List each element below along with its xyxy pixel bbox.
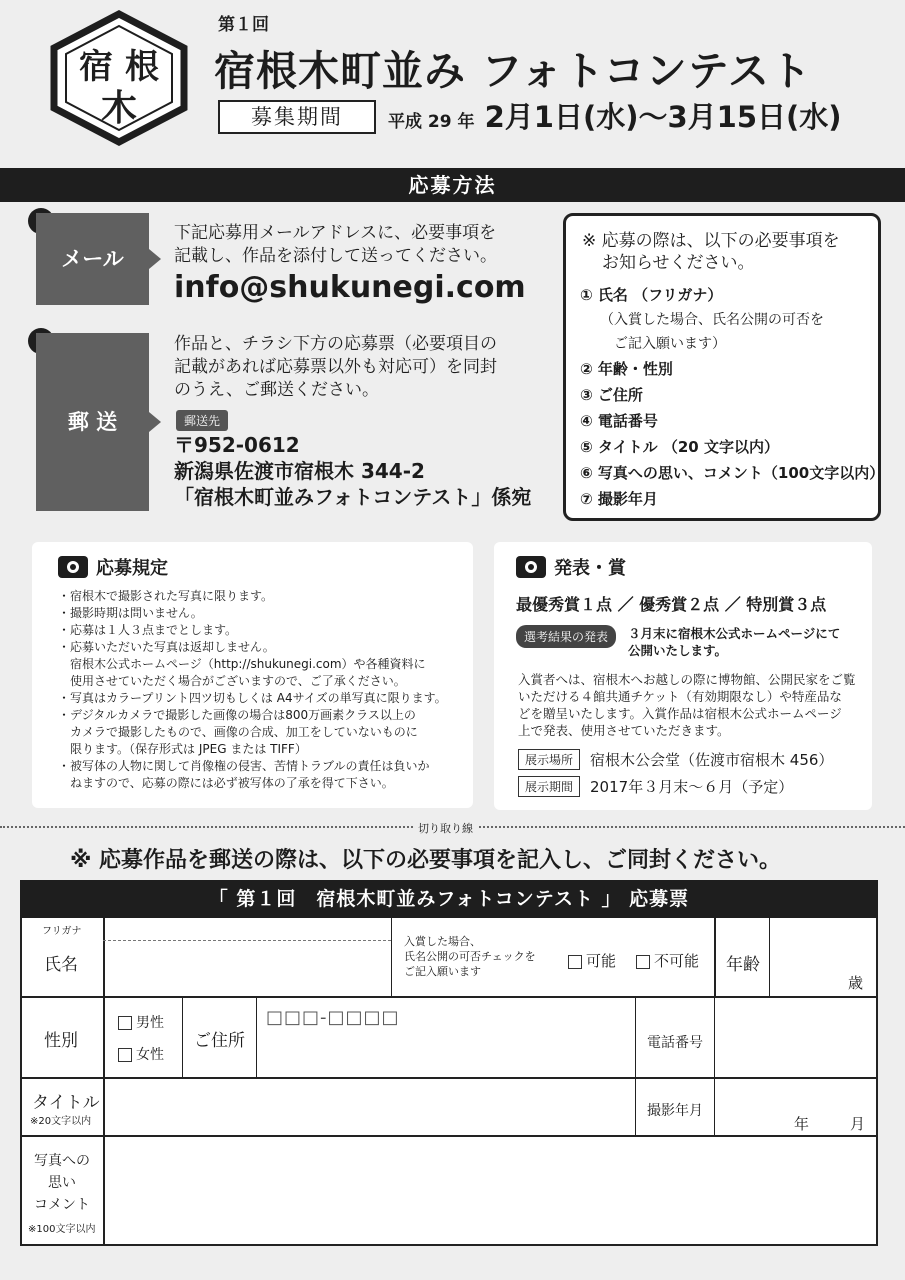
awards-body (518, 671, 858, 739)
awards-title-text: 発表・賞 (554, 558, 626, 579)
form-col-line (182, 996, 183, 1077)
svg-text:宿: 宿 (79, 47, 113, 87)
publish-ng-checkbox[interactable] (636, 955, 650, 969)
form-col-line (714, 996, 715, 1135)
publish-line: 入賞した場合、 (404, 935, 481, 948)
required-heading-line: お知らせください。 (602, 253, 755, 273)
rules-title (58, 554, 461, 580)
announce-text (628, 625, 840, 659)
venue-tag: 展示場所 (518, 749, 580, 770)
required-heading-line: ※ 応募の際は、以下の必要事項を (582, 231, 840, 251)
female-option[interactable] (118, 1044, 164, 1064)
comment-label-line: 写真への (34, 1153, 90, 1169)
period-label: 募集期間 (218, 100, 376, 134)
male-checkbox[interactable] (118, 1016, 132, 1030)
phone-field[interactable] (718, 1000, 874, 1075)
svg-text:木: 木 (100, 88, 138, 129)
awards-body-line: 入賞者へは、宿根木へお越しの際に博物館、公開民家をご覧 (518, 672, 856, 687)
post-text-line: のうえ、ご郵送ください。 (174, 380, 380, 400)
postal-recipient: 「宿根木町並みフォトコンテスト」係宛 (174, 485, 532, 509)
postal-zip: 〒952-0612 (174, 433, 300, 457)
comment-label-line: コメント (34, 1197, 90, 1213)
age-label: 年齢 (726, 955, 760, 975)
required-heading (580, 230, 864, 274)
publish-ok-checkbox[interactable] (568, 955, 582, 969)
announce-row (516, 625, 858, 659)
awards-panel (494, 542, 872, 810)
form-col-line (103, 918, 105, 1246)
female-checkbox[interactable] (118, 1048, 132, 1062)
title-field[interactable] (108, 1080, 633, 1133)
title-label: タイトル (32, 1093, 100, 1113)
awards-body-line: いただける４館共通チケット（有効期限なし）や特産品な (518, 689, 842, 704)
phone-label: 電話番号 (647, 1035, 703, 1051)
rules-title-text: 応募規定 (96, 558, 168, 579)
post-instructions (174, 333, 497, 402)
required-item: ② 年齢・性別 (580, 360, 673, 378)
furigana-divider (103, 940, 391, 941)
rule-item-cont: 使用させていただく場合がございますので、ご了承ください。 (70, 674, 406, 688)
edition-label: 第１回 (218, 15, 269, 35)
rule-item-cont: 限ります。（保存形式は JPEG または TIFF） (70, 742, 307, 756)
form-row-line (20, 996, 878, 998)
required-item: ③ ご住所 (580, 386, 643, 404)
awards-body-line: 上で発表、使用させていただきます。 (518, 723, 730, 738)
male-option[interactable] (118, 1012, 164, 1032)
contact-email[interactable]: info@shukunegi.com (174, 270, 526, 305)
required-item: ④ 電話番号 (580, 412, 658, 430)
required-items-box (563, 213, 885, 521)
shukunegi-logo (44, 8, 194, 148)
announce-line: 公開いたします。 (628, 643, 728, 658)
announce-line: ３月末に宿根木公式ホームページにて (628, 626, 841, 641)
awards-prizes: 最優秀賞１点 ／ 優秀賞２点 ／ 特別賞３点 (516, 595, 827, 614)
rule-item: ・ 宿根木で撮影された写真に限ります。 (60, 588, 461, 605)
required-item-note: ご記入願います） (614, 336, 726, 352)
awards-title (516, 554, 858, 580)
postal-destination-tag: 郵送先 (176, 410, 228, 431)
form-col-line (714, 918, 716, 996)
camera-icon (58, 556, 88, 578)
post-text-line: 作品と、チラシ下方の応募票（必要項目の (174, 334, 497, 354)
rule-item-cont: カメラで撮影したもので、画像の合成、加工をしていないものに (70, 725, 418, 739)
publish-ok-option[interactable] (568, 950, 616, 971)
age-unit: 歳 (848, 974, 864, 992)
comment-label-line: 思い (48, 1175, 76, 1191)
form-title: 「 第１回 宿根木町並みフォトコンテスト 」 応募票 (20, 880, 878, 918)
post-text-line: 記載があれば応募票以外も対応可）を同封 (174, 357, 497, 377)
mail-notice: ※ 応募作品を郵送の際は、以下の必要事項を記入し、ご同封ください。 (70, 848, 782, 873)
comment-field[interactable] (108, 1140, 874, 1242)
rule-item: ・ 撮影時期は問いません。 (60, 605, 461, 622)
name-label: 氏名 (44, 955, 78, 975)
announce-tag: 選考結果の発表 (516, 625, 616, 648)
comment-note: ※100文字以内 (28, 1224, 96, 1235)
required-item: ⑦ 撮影年月 (580, 490, 658, 508)
year-unit: 年 (794, 1115, 810, 1133)
rule-item: ・ 写真はカラープリント四ツ切もしくは A4サイズの単写真に限ります。 (60, 690, 461, 707)
awards-body-line: どを贈呈いたします。入賞作品は宿根木公式ホームページ (518, 706, 842, 721)
male-label: 男性 (136, 1015, 164, 1031)
rule-item-cont: ねますので、応募の際には必ず被写体の了承を得て下さい。 (70, 776, 394, 790)
form-col-line (635, 996, 636, 1135)
rule-item: ・ 被写体の人物に関して肖像権の侵害、苦情トラブルの責任は負いか (60, 758, 461, 775)
method-band: 応募方法 (0, 168, 905, 202)
form-row-line (20, 1135, 878, 1137)
address-field[interactable] (262, 1035, 632, 1075)
mail-text-line: 記載し、作品を添付して送ってください。 (174, 246, 497, 266)
rules-list (44, 588, 461, 792)
post-method-card: 郵 送 (36, 333, 149, 511)
term-row (518, 776, 858, 797)
term-tag: 展示期間 (518, 776, 580, 797)
zip-boxes[interactable]: □□□-□□□□ (266, 1007, 400, 1028)
cut-line-label: 切り取り線 (414, 820, 477, 836)
form-col-line (769, 918, 770, 996)
term-value: 2017年３月末～６月（予定） (590, 778, 794, 796)
period-dates (388, 100, 842, 139)
camera-icon (516, 556, 546, 578)
name-field[interactable] (108, 945, 388, 993)
female-label: 女性 (136, 1047, 164, 1063)
svg-text:根: 根 (125, 47, 159, 87)
period-era: 平成 29 年 (388, 112, 475, 132)
gender-label: 性別 (44, 1031, 78, 1051)
required-item: ⑤ タイトル （20 文字以内） (580, 438, 779, 456)
postal-street: 新潟県佐渡市宿根木 344-2 (174, 459, 425, 483)
postal-address (174, 432, 531, 510)
rule-item: ・ デジタルカメラで撮影した画像の場合は800万画素クラス以上の (60, 707, 461, 724)
required-item: ⑥ 写真への思い、コメント（100文字以内） (580, 464, 885, 482)
publish-ng-label: 不可能 (654, 952, 700, 970)
required-item-note: （入賞した場合、氏名公開の可否を (600, 312, 824, 328)
period-range: 2月1日(水)～3月15日(水) (484, 100, 842, 134)
publish-instructions (404, 934, 536, 979)
shot-date-label: 撮影年月 (647, 1103, 703, 1119)
page-title: 宿根木町並み フォトコンテスト (214, 47, 812, 95)
rule-item-cont: 宿根木公式ホームページ（http://shukunegi.com）や各種資料に (70, 657, 426, 671)
rules-panel (32, 542, 473, 808)
rule-item: ・ 応募は１人３点までとします。 (60, 622, 461, 639)
mail-method-card: メール (36, 213, 149, 305)
month-unit: 月 (850, 1115, 866, 1133)
comment-label (22, 1150, 102, 1216)
publish-line: ご記入願います (404, 965, 481, 978)
publish-ok-label: 可能 (586, 952, 617, 970)
form-col-line (256, 996, 257, 1077)
address-label: ご住所 (194, 1031, 245, 1051)
furigana-label: フリガナ (42, 926, 82, 937)
title-note: ※20文字以内 (30, 1116, 92, 1127)
form-col-line (391, 918, 392, 996)
venue-value: 宿根木公会堂（佐渡市宿根木 456） (590, 751, 834, 769)
mail-instructions (174, 222, 497, 268)
mail-text-line: 下記応募用メールアドレスに、必要事項を (174, 223, 497, 243)
publish-line: 氏名公開の可否チェックを (404, 950, 536, 963)
rule-item: ・ 応募いただいた写真は返却しません。 (60, 639, 461, 656)
form-row-line (20, 1077, 878, 1079)
venue-row (518, 749, 858, 770)
publish-ng-option[interactable] (636, 950, 699, 971)
required-item: ① 氏名 （フリガナ） (580, 286, 723, 304)
